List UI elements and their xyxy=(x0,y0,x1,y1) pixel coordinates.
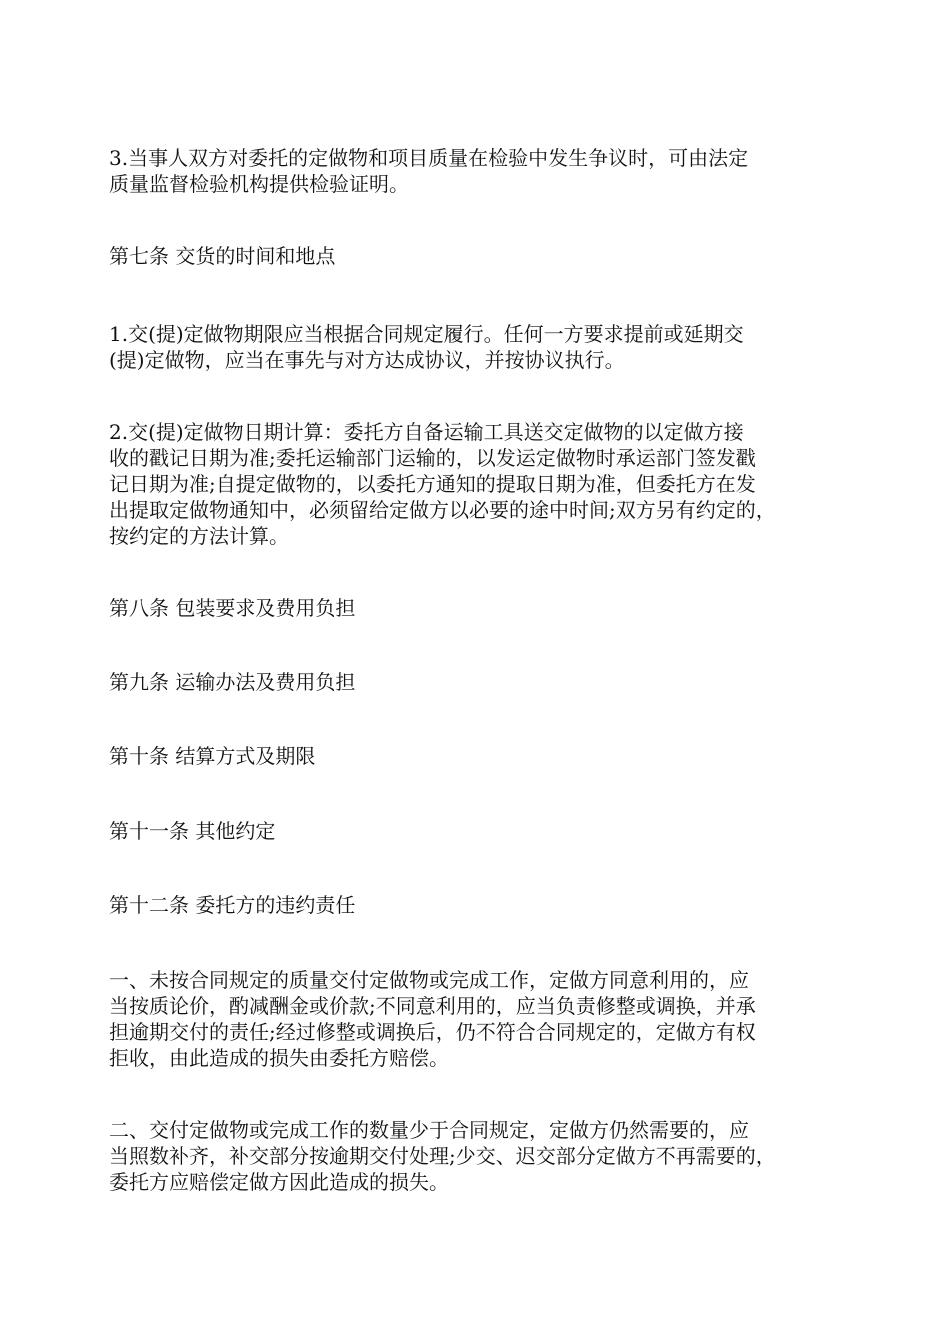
text-line: 2.交(提)定做物日期计算：委托方自备运输工具送交定做物的以定做方接 xyxy=(109,420,744,444)
heading-article-9 xyxy=(109,669,854,695)
text-line: 出提取定做物通知中，必须留给定做方以必要的途中时间;双方另有约定的， xyxy=(109,498,776,522)
text-line: 1.交(提)定做物期限应当根据合同规定履行。任何一方要求提前或延期交 xyxy=(109,322,744,346)
text-line: 二、交付定做物或完成工作的数量少于合同规定，定做方仍然需要的，应 xyxy=(109,1118,749,1142)
text-line: 第八条 包装要求及费用负担 xyxy=(109,596,356,620)
text-line: 当照数补齐，补交部分按逾期交付处理;少交、迟交部分定做方不再需要的， xyxy=(109,1144,776,1168)
text-line: 质量监督检验机构提供检验证明。 xyxy=(109,172,409,196)
text-line: 收的戳记日期为准;委托运输部门运输的，以发运定做物时承运部门签发戳 xyxy=(109,446,756,470)
text-line: 一、未按合同规定的质量交付定做物或完成工作，定做方同意利用的，应 xyxy=(109,968,749,992)
text-line: 第七条 交货的时间和地点 xyxy=(109,244,336,268)
paragraph-delivery-period xyxy=(109,321,854,373)
text-line: 第十二条 委托方的违约责任 xyxy=(109,893,356,917)
paragraph-clause-7-item-3 xyxy=(109,145,854,197)
text-line: 拒收，由此造成的损失由委托方赔偿。 xyxy=(109,1046,449,1070)
heading-article-11 xyxy=(109,818,854,844)
heading-article-8 xyxy=(109,595,854,621)
heading-article-10 xyxy=(109,743,854,769)
heading-article-7 xyxy=(109,243,854,269)
text-line: 当按质论价，酌减酬金或价款;不同意利用的，应当负责修整或调换，并承 xyxy=(109,994,756,1018)
text-line: 第十条 结算方式及期限 xyxy=(109,744,316,768)
text-line: (提)定做物，应当在事先与对方达成协议，并按协议执行。 xyxy=(109,348,625,372)
paragraph-quality-breach xyxy=(109,967,854,1071)
text-line: 第十一条 其他约定 xyxy=(109,819,276,843)
text-line: 记日期为准;自提定做物的，以委托方通知的提取日期为准，但委托方在发 xyxy=(109,472,756,496)
paragraph-quantity-breach xyxy=(109,1117,854,1195)
paragraph-delivery-date-calculation xyxy=(109,419,854,549)
heading-article-12 xyxy=(109,892,854,918)
text-line: 第九条 运输办法及费用负担 xyxy=(109,670,356,694)
text-line: 委托方应赔偿定做方因此造成的损失。 xyxy=(109,1170,449,1194)
text-line: 3.当事人双方对委托的定做物和项目质量在检验中发生争议时，可由法定 xyxy=(109,146,749,170)
text-line: 担逾期交付的责任;经过修整或调换后，仍不符合合同规定的，定做方有权 xyxy=(109,1020,756,1044)
text-line: 按约定的方法计算。 xyxy=(109,524,289,548)
